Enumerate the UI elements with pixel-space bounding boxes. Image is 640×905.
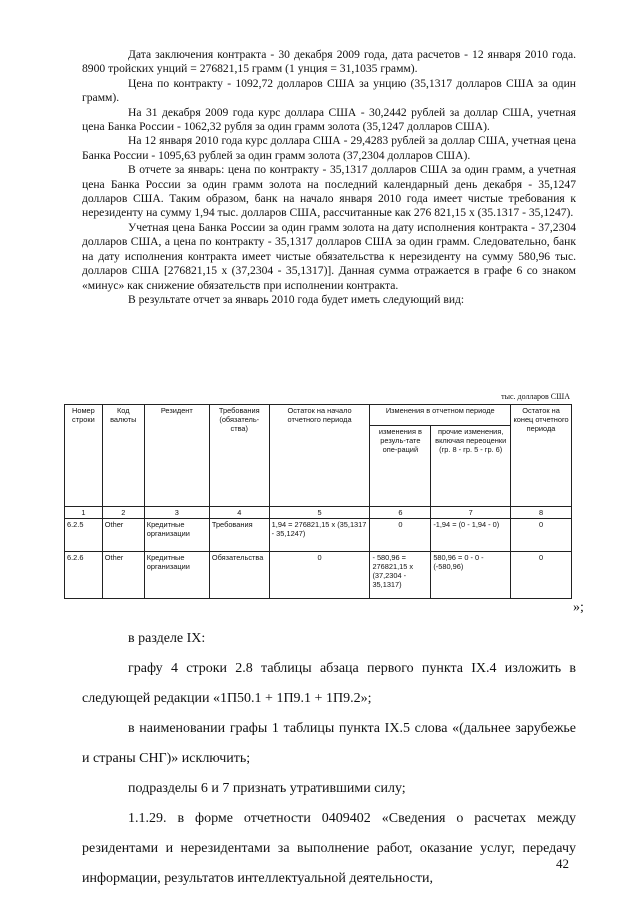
paragraph: Учетная цена Банка России за один грамм золота на дату исполнения контракта - 37,2304 долларов США, а цена по контракту - 35,1317 долларов США за один грамм. Следовательно, банк на дату исполнения контракта имеет чистые обязательства к нерезиденту на сумму 580,96 тыс. долларов США [276821,15 х (37,2304 - 35,1317)]. Данная сумма отражается в графе 6 со знаком «минус» как снижение обязательств при исполнении контракта. (82, 220, 576, 292)
table-cell: - 580,96 = 276821,15 х (37,2304 - 35,1317) (370, 552, 431, 599)
header-cell: Требования (обязатель-ства) (209, 405, 269, 507)
header-cell: Номер строки (65, 405, 103, 507)
column-number: 5 (269, 507, 370, 519)
body-text-top (82, 48, 576, 307)
table-cell: -1,94 = (0 - 1,94 - 0) (431, 519, 511, 552)
table-cell: Кредитные организации (144, 519, 209, 552)
header-cell: Изменения в отчетном периоде (370, 405, 511, 426)
column-number-row (65, 507, 572, 519)
header-cell: Остаток на конец отчетного периода (511, 405, 572, 507)
column-number: 4 (209, 507, 269, 519)
column-number: 8 (511, 507, 572, 519)
column-number: 1 (65, 507, 103, 519)
table-cell: 0 (269, 552, 370, 599)
table-row (65, 519, 572, 552)
table-cell: 0 (511, 552, 572, 599)
header-cell: Резидент (144, 405, 209, 507)
paragraph: в разделе IX: (128, 631, 206, 646)
table-closing-quote: »; (573, 600, 584, 615)
table-cell: 0 (370, 519, 431, 552)
column-number: 2 (102, 507, 144, 519)
paragraph: На 12 января 2010 года курс доллара США - 29,4283 рублей за доллар США, учетная цена Банка России - 1095,63 рублей за один грамм золота (37,2304 долларов США). (82, 134, 576, 162)
table-cell: Требования (209, 519, 269, 552)
column-number: 6 (370, 507, 431, 519)
header-cell: прочие изменения, включая переоценки (гр. 8 - гр. 5 - гр. 6) (431, 426, 511, 507)
table-cell: Кредитные организации (144, 552, 209, 599)
table-cell: 6.2.5 (65, 519, 103, 552)
table-cell: 1,94 = 276821,15 х (35,1317 - 35,1247) (269, 519, 370, 552)
paragraph: графу 4 строки 2.8 таблицы абзаца первого пункта IX.4 изложить в следующей редакции «1П50.1 + 1П9.1 + 1П9.2»; (82, 661, 576, 706)
paragraph: Цена по контракту - 1092,72 долларов США за унцию (35,1317 долларов США за один грамм). (82, 76, 576, 105)
paragraph: В результате отчет за январь 2010 года будет иметь следующий вид: (128, 292, 465, 306)
body-text-bottom (82, 624, 576, 894)
table-cell: Other (102, 552, 144, 599)
paragraph: 1.1.29. в форме отчетности 0409402 «Сведения о расчетах между резидентами и нерезидентами за выполнение работ, оказание услуг, передачу информации, результатов интеллектуальной деятельности, (82, 811, 576, 886)
header-cell: Остаток на начало отчетного периода (269, 405, 370, 507)
table-cell: 0 (511, 519, 572, 552)
paragraph: На 31 декабря 2009 года курс доллара США - 30,2442 рублей за доллар США, учетная цена Банка России - 1062,32 рубля за один грамм золота (35,1247 долларов США). (82, 105, 576, 134)
column-number: 7 (431, 507, 511, 519)
table-cell: 6.2.6 (65, 552, 103, 599)
report-table (64, 404, 572, 599)
table-cell: Обязательства (209, 552, 269, 599)
unit-label: тыс. долларов США (501, 392, 570, 401)
table-header-row (65, 405, 572, 426)
table-row (65, 552, 572, 599)
table-cell: 580,96 = 0 - 0 - (-580,96) (431, 552, 511, 599)
paragraph: в наименовании графы 1 таблицы пункта IX.5 слова «(дальнее зарубежье и страны СНГ)» исключить; (82, 721, 576, 766)
paragraph: В отчете за январь: цена по контракту - 35,1317 долларов США за один грамм, а учетная цена Банка России за один грамм золота на последний календарный день декабря - 35,1247 долларов США. Таким образом, банк на начало января 2010 года имеет чистые требования к нерезиденту на сумму 1,94 тыс. долларов США, рассчитанные как 276 821,15 х (35.1317 - 35,1247). (82, 163, 576, 220)
paragraph: подразделы 6 и 7 признать утратившими силу; (128, 781, 406, 796)
paragraph: Дата заключения контракта - 30 декабря 2009 года, дата расчетов - 12 января 2010 года. 8900 тройских унций = 276821,15 грамм (1 унция = 31,1035 грамм). (82, 48, 576, 76)
page-number: 42 (556, 856, 569, 871)
header-cell: изменения в резуль-тате опе-раций (370, 426, 431, 507)
header-cell: Код валюты (102, 405, 144, 507)
column-number: 3 (144, 507, 209, 519)
table-cell: Other (102, 519, 144, 552)
